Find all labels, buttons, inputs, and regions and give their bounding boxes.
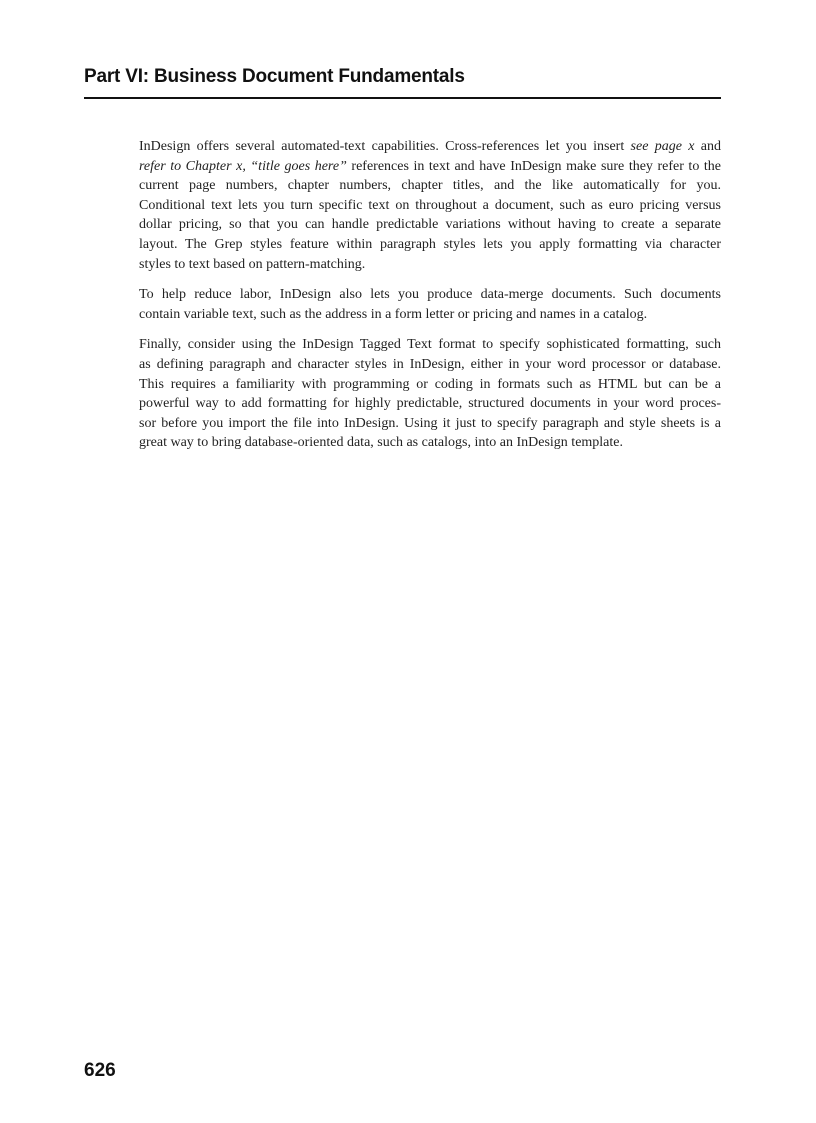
paragraph-1-line-7: styles to text based on pattern-matching. xyxy=(139,256,366,272)
paragraph-3-line-1: Finally, consider using the InDesign Tagged Text format to specify sophisticated formatting, such xyxy=(139,337,721,353)
paragraph-2-line-1: To help reduce labor, InDesign also lets you produce data-merge documents. Such documents xyxy=(139,287,721,303)
paragraph-3-line-6: great way to bring database-oriented data, such as catalogs, into an InDesign template. xyxy=(139,435,623,451)
paragraph-1-line-5: dollar pricing, so that you can handle predictable variations without having to create a separate xyxy=(139,217,721,233)
paragraph-3-line-5: sor before you import the file into InDesign. Using it just to specify paragraph and style sheets is a xyxy=(139,415,721,431)
p1-line-1-text-b: and xyxy=(694,139,721,154)
paragraph-1 xyxy=(139,137,721,274)
paragraph-3 xyxy=(139,335,721,453)
p1-line-1-text-a: InDesign offers several automated-text capabilities. Cross-references let you insert xyxy=(139,139,631,154)
paragraph-2-line-2: contain variable text, such as the address in a form letter or pricing and names in a catalog. xyxy=(139,306,648,322)
paragraph-1-line-3: current page numbers, chapter numbers, chapter titles, and the like automatically for you. xyxy=(139,178,721,194)
header-rule xyxy=(84,97,721,99)
paragraph-1-line-2 xyxy=(139,157,721,177)
paragraph-1-line-6: layout. The Grep styles feature within paragraph styles lets you apply formatting via character xyxy=(139,236,721,252)
paragraph-1-line-4: Conditional text lets you turn specific text on throughout a document, such as euro pricing versus xyxy=(139,197,721,213)
p1-line-2-italic: refer to Chapter x, “title goes here” xyxy=(139,158,347,174)
body-text xyxy=(139,137,721,464)
p1-line-1-italic: see page x xyxy=(630,139,695,154)
paragraph-3-line-2: as defining paragraph and character styles in InDesign, either in your word processor or database. xyxy=(139,356,721,372)
paragraph-2 xyxy=(139,285,721,324)
paragraph-3-line-3: This requires a familiarity with programming or coding in formats such as HTML but can be a xyxy=(139,376,721,392)
running-head: Part VI: Business Document Fundamentals xyxy=(84,66,465,87)
paragraph-3-line-4: powerful way to add formatting for highly predictable, structured documents in your word proces- xyxy=(139,396,721,412)
page-number: 626 xyxy=(84,1060,116,1081)
p1-line-2-text-b: references in text and have InDesign make sure they refer to the xyxy=(346,158,721,174)
paragraph-1-line-1 xyxy=(139,137,721,157)
